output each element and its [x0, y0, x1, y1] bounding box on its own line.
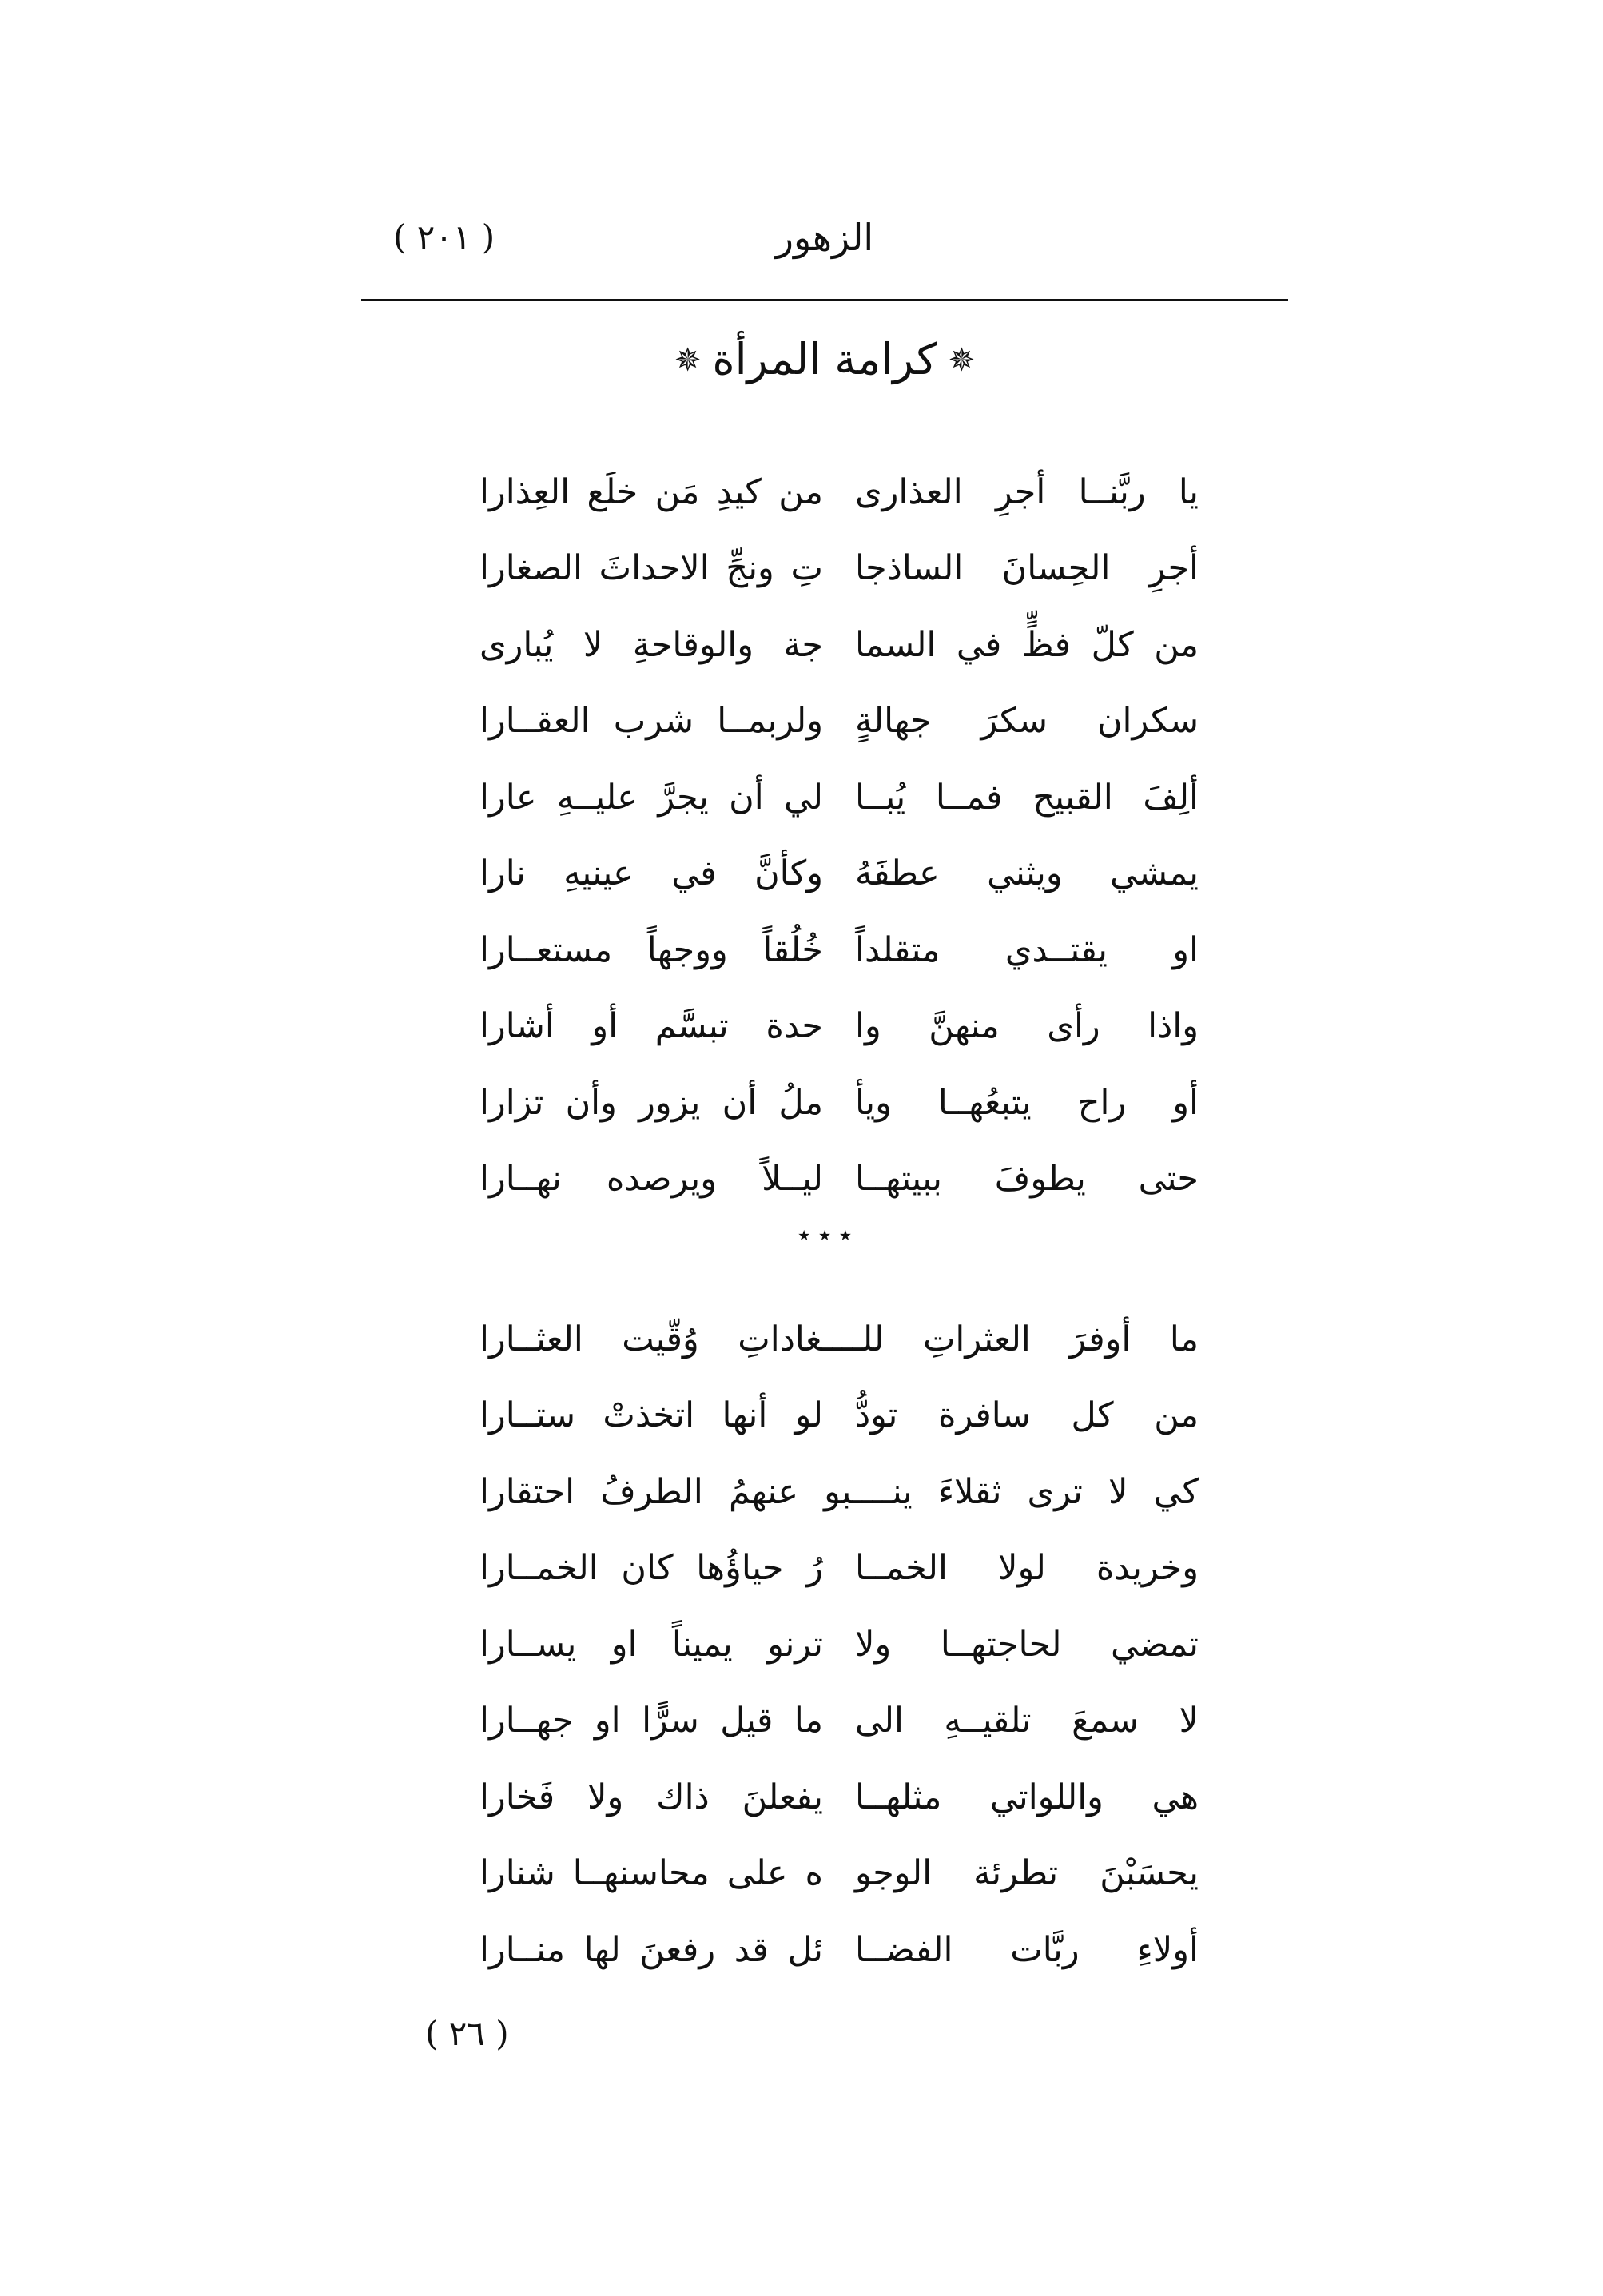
verse — [479, 1530, 1199, 1607]
hemistich-first: هي واللواتي مثلهــا — [855, 1777, 1199, 1817]
hemistich-full: كي لا ترى ثقلاءَ ينــــبو عنهمُ الطرفُ احتقارا — [479, 1471, 1199, 1512]
verse — [479, 454, 1199, 531]
verse — [479, 1378, 1199, 1454]
hemistich-first: او يقتــدي متقلداً — [855, 929, 1199, 970]
ornament-right: ✵ — [948, 342, 976, 379]
verse — [479, 1301, 1199, 1378]
stanza-2 — [479, 1301, 1199, 1988]
hemistich-full: ما أوفرَ العثراتِ للــــغاداتِ وُقّيت العثــارا — [479, 1319, 1199, 1359]
hemistich-first: حتى يطوفَ ببيتهــا — [855, 1159, 1199, 1200]
poem-title — [361, 334, 1288, 384]
hemistich-first: يا ربَّنــا أجرِ العذارى — [855, 472, 1199, 512]
hemistich-second: ولربمــا شرب العقــارا — [479, 701, 823, 742]
verse — [479, 759, 1199, 836]
hemistich-first: لا سمعَ تلقيــهِ الى — [855, 1701, 1199, 1741]
running-header — [361, 209, 1288, 297]
hemistich-second: وكأنَّ في عينيهِ نارا — [479, 854, 823, 894]
verse — [479, 1759, 1199, 1836]
hemistich-second: حدة تبسَّم أو أشارا — [479, 1006, 823, 1047]
hemistich-first: يحسَبْنَ تطرئة الوجو — [855, 1853, 1199, 1894]
verse — [479, 912, 1199, 989]
verse — [479, 1606, 1199, 1683]
hemistich-first: تمضي لحاجتهــا ولا — [855, 1624, 1199, 1665]
hemistich-second: لي أن يجرَّ عليــهِ عارا — [479, 777, 823, 818]
header-rule — [361, 299, 1288, 301]
hemistich-second: خُلُقاً ووجهاً مستعــارا — [479, 929, 823, 970]
verse — [479, 836, 1199, 913]
hemistich-first: وخريدة لولا الخمــا — [855, 1548, 1199, 1589]
verse — [479, 683, 1199, 760]
verse — [479, 1683, 1199, 1760]
hemistich-second: ما قيل سرًّا او جهــارا — [479, 1701, 823, 1741]
hemistich-first: ألِفَ القبيح فمــا يُبــا — [855, 777, 1199, 818]
hemistich-first: من كلّ فظٍّ في السما — [855, 624, 1199, 665]
stanza-divider: ٭ ٭ ٭ — [797, 1221, 853, 1249]
hemistich-second: جة والوقاحةِ لا يُبارى — [479, 624, 823, 665]
verse — [479, 1836, 1199, 1912]
hemistich-first: أجرِ الحِسانَ الساذجا — [855, 548, 1199, 589]
hemistich-second: يفعلنَ ذاك ولا فَخارا — [479, 1777, 823, 1817]
hemistich-first: أولاءِ ربَّات الفضــا — [855, 1929, 1199, 1970]
hemistich-first: سكران سكرَ جهالةٍ — [855, 701, 1199, 742]
stanza-1 — [479, 454, 1199, 1217]
hemistich-second: ترنو يميناً او يســارا — [479, 1624, 823, 1665]
hemistich-second: تِ ونجِّ الاحداثَ الصغارا — [479, 548, 823, 589]
poem-title-text: كرامة المرأة — [712, 334, 937, 384]
running-title: الزهور — [775, 216, 874, 259]
hemistich-second: ليــلاً ويرصده نهــارا — [479, 1159, 823, 1200]
hemistich-first: من كل سافرة تودُّ — [855, 1395, 1199, 1436]
verse — [479, 1454, 1199, 1530]
verse — [479, 989, 1199, 1065]
verse — [479, 607, 1199, 683]
hemistich-second: من كيدِ مَن خلَع العِذارا — [479, 472, 823, 512]
verse — [479, 1912, 1199, 1988]
hemistich-second: ئل قد رفعنَ لها منــارا — [479, 1929, 823, 1970]
page-number: ( ٢٠١ ) — [393, 217, 495, 257]
hemistich-first: يمشي ويثني عطفَهُ — [855, 854, 1199, 894]
ornament-left: ✵ — [674, 342, 702, 379]
verse — [479, 1064, 1199, 1141]
signature-mark: ( ٢٦ ) — [425, 2014, 509, 2053]
hemistich-first: أو راح يتبعُهــا ويأ — [855, 1082, 1199, 1123]
hemistich-second: رُ حياؤُها كان الخمــارا — [479, 1548, 823, 1589]
hemistich-second: ه على محاسنهــا شنارا — [479, 1853, 823, 1894]
verse — [479, 531, 1199, 607]
hemistich-second: ملُ أن يزور وأن تزارا — [479, 1082, 823, 1123]
verse — [479, 1141, 1199, 1218]
hemistich-second: لو أنها اتخذتْ ستــارا — [479, 1395, 823, 1436]
hemistich-first: واذا رأى منهنَّ وا — [855, 1006, 1199, 1047]
